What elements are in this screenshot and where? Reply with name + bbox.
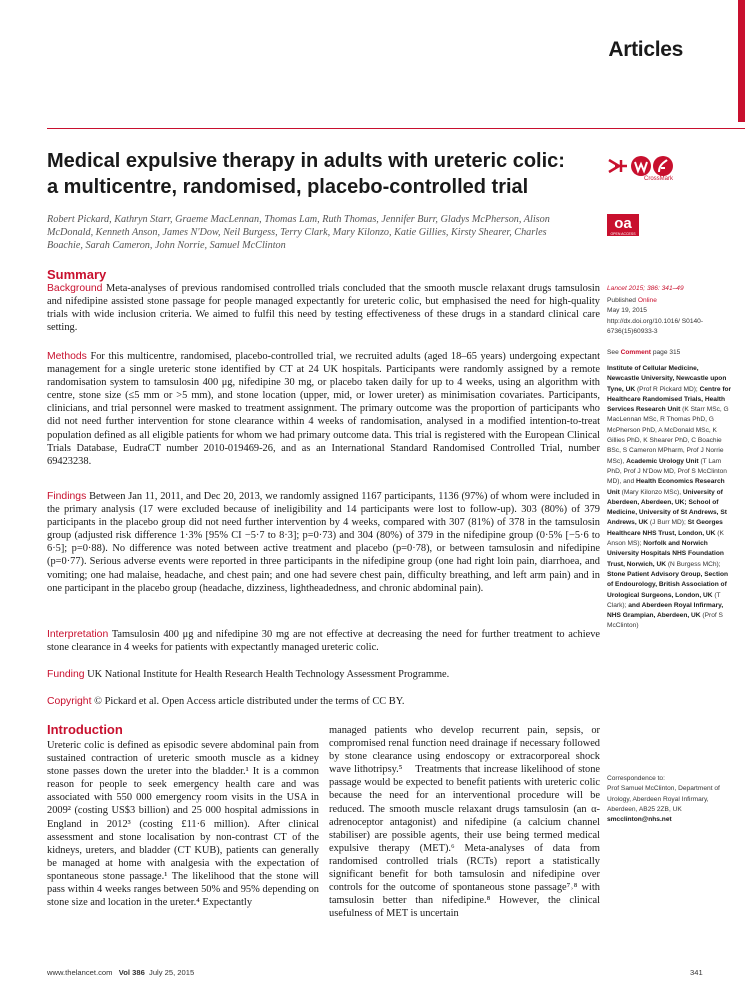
sidebar-correspondence [607,774,732,825]
abstract-background [47,282,600,334]
correspondence-email[interactable]: smcclinton@nhs.net [607,816,672,824]
affil-5-name: University of Aberdeen, Aberdeen, UK; School of Medicine, University of St Andrews, St Andrews, UK [607,488,727,527]
published-prefix: Published [607,297,636,304]
section-label: Articles [608,38,683,61]
affil-1-name: Institute of Cellular Medicine, Newcastle University, Newcastle upon Tyne, UK [607,365,727,393]
sidebar-affiliations [607,364,732,632]
affil-7-authors: (N Burgess MCh); [667,560,721,568]
introduction-heading: Introduction [47,722,123,737]
page-number: 341 [690,968,703,977]
affil-8-authors: (T Clark); [607,591,721,609]
oa-subtext: OPEN ACCESS [610,232,636,236]
affil-6-name: St Georges Healthcare NHS Trust, London, UK [607,519,723,537]
background-label: Background [47,283,103,294]
affil-3-authors: (T Lam PhD, Prof J N'Dow MD, Prof S McClinton MD), and [607,457,727,486]
intro-column-1: Ureteric colic is defined as episodic severe abdominal pain from sustained contraction of ureteric smooth muscle as a kidney stone passes down the ureter into the bladder.¹ It is a common reason for people to seek emergency health care and was associated with 550 000 emergency room visits in the USA in 2009² (costing US$3 billion) and 25 000 hospital admissions in England in 2012³ (costing £11·6 million). After clinical assessment and stone localisation by non-contrast CT of the kidneys, ureters, and bladder (CT KUB), patients can generally be managed at home with analgesia with the expectation of spontaneous stone passage.¹ The likelihood that the stone will pass within 4 weeks ranges between 50% and 95% depending on stone size and location in the ureter.⁴ Expectantly [47,740,319,909]
funding-text: UK National Institute for Health Research Health Technology Assessment Programme. [87,669,450,680]
methods-text: For this multicentre, randomised, placebo-controlled trial, we recruited adults (aged 18–65 years) undergoing expectant management for a single ureteric stone identified by CT at 24 UK hospitals. Participants were randomly assigned by a remote randomisation system to tamsulosin 400 μg, nifedipine 30 mg, or placebo taken daily for up to 4 weeks, using an algorithm with centre, stone size (≤5 mm or >5 mm), and stone location (upper, mid, or lower ureter) as minimisation covariates. Participants, clinicians, and trial personnel were masked to treatment assignment. The primary outcome was the proportion of participants who did not need further intervention for stone clearance within 4 weeks of randomisation, analysed in a modified intention-to-treat population defined as all eligible patients for whom we had primary outcome data. This trial is registered with the European Clinical Trials Database, EudraCT number 2010-019469-26, and as an International Standard Randomised Controlled Trial, number 69423238. [47,351,600,467]
published-date: May 19, 2015 [607,307,647,315]
affil-8-name: Stone Patient Advisory Group, Section of Endourology, British Association of Urological Surgeons, London, UK [607,570,729,599]
findings-text: Between Jan 11, 2011, and Dec 20, 2013, we randomly assigned 1167 participants, 1136 (97%) of whom were included in the primary analysis (17 were excluded because of ineligibility and 14 participants were lost to follow-up). 303 (80%) of 379 participants in the placebo group did not need further intervention by 4 weeks, compared with 307 (81%) of 378 in the tamsulosin group (adjusted risk difference 1·3% [95% CI −5·7 to 8·3]; p=0·73) and 304 (80%) of 379 in the nifedipine group (0·5% [−5·6 to 6·5]; p=0·88). No difference was noted between active treatment and placebo (p=0·78), or between tamsulosin and nifedipine (p=0·77). Serious adverse events were reported in three participants in the nifedipine group (one had right loin pain, diarrhoea, and vomiting; one had malaise, headache, and chest pain; and one had severe chest pain, difficulty breathing, and left arm pain) and in one participant in the placebo group (headache, dizziness, lightheadedness, and chronic abdominal pain). [47,491,600,594]
findings-label: Findings [47,491,87,502]
abstract-interpretation [47,628,600,654]
affil-9-authors: (Prof S McClinton) [607,612,723,630]
published-online-link[interactable]: Online [637,297,657,304]
interpretation-text: Tamsulosin 400 μg and nifedipine 30 mg are not effective at decreasing the need for further treatment to achieve stone clearance in 4 weeks for patients with expectantly managed ureteric colic. [47,629,601,654]
oa-text: oa [614,215,632,232]
see-prefix: See [607,349,619,356]
comment-page: page 315 [652,349,681,356]
copyright-text: © Pickard et al. Open Access article distributed under the terms of CC BY. [94,696,405,707]
methods-label: Methods [47,351,87,362]
top-rule [47,128,745,129]
correspondence-label: Correspondence to: [607,775,665,782]
citation-text: Lancet 2015; 386: 341–49 [607,285,684,292]
affil-7-name: Norfolk and Norwich University Hospitals NHS Foundation Trust, Norwich, UK [607,540,724,568]
affil-4-authors: (Mary Kilonzo MSc), [621,488,682,496]
footer-date: July 25, 2015 [149,968,195,977]
affil-9-name: and Aberdeen Royal Infirmary, NHS Grampian, Aberdeen, UK [607,601,724,620]
abstract-copyright [47,695,600,708]
affil-4-name: Health Economics Research Unit [607,478,725,496]
summary-heading: Summary [47,267,107,282]
affil-5-authors: (J Burr MD); [649,519,686,527]
crossmark-label: CrossMark [644,176,674,182]
title-line-1: Medical expulsive therapy in adults with ureteric colic: [47,150,565,172]
affil-6-authors: (K Anson MS); [607,529,724,548]
funding-label: Funding [47,669,85,680]
interpretation-label: Interpretation [47,629,109,640]
affil-2-name: Centre for Healthcare Randomised Trials, Health Services Research Unit [607,385,732,414]
correspondence-address: Prof Samuel McClinton, Department of Urology, Aberdeen Royal Infirmary, Aberdeen, AB25 2ZB, UK [607,785,720,813]
accent-bar [738,0,745,122]
footer-volume: Vol 386 [118,968,145,977]
footer-citation [47,968,194,977]
affil-2-authors: (K Starr MSc, G MacLennan MSc, R Thomas PhD, G McPherson PhD, A McDonald MSc, K Gillies PhD, K Shearer PhD, C Boachie BSc, S Cameron MPharm, Prof J Norrie MSc), [607,406,729,465]
footer-site[interactable]: www.thelancet.com [47,968,113,977]
intro-column-2: managed patients who develop recurrent pain, sepsis, or compromised renal function need drainage if necessary followed by stone clearance using endoscopy or extracorporeal shock wave lithotripsy.⁵ Treatments that increase likelihood of stone passage would be expected to benefit patients with ureteric colic because the need for an interventional procedure will be reduced. The smooth muscle relaxant drugs tamsulosin (an α-adrenoceptor antagonist) and nifedipine (a calcium channel stabiliser) are possible agents, their use being termed medical expulsive therapy (MET).⁶ Meta-analyses of data from randomised controlled trials (RCTs) report a statistically significant benefit for both tamsulosin and nifedipine over controls for the outcome of spontaneous stone passage⁷˒⁸ with tamsulosin better than nifedipine.⁸ However, the clinical usefulness of MET is uncertain [329,725,600,920]
abstract-funding [47,668,600,681]
affil-1-authors: (Prof R Pickard MD); [636,385,698,393]
sidebar-comment [607,348,732,358]
copyright-label: Copyright [47,696,92,707]
comment-link[interactable]: Comment [620,349,651,356]
abstract-findings [47,490,600,595]
abstract-methods [47,350,600,468]
sidebar-citation [607,284,732,294]
title-line-2: a multicentre, randomised, placebo-controlled trial [47,176,529,198]
article-title [47,148,567,200]
affil-3-name: Academic Urology Unit [626,457,699,465]
author-list: Robert Pickard, Kathryn Starr, Graeme MacLennan, Thomas Lam, Ruth Thomas, Jennifer Burr, Gladys McPherson, Alison McDonald, Kenneth Anson, James N'Dow, Neil Burgess, Terry Clark, Mary Kilonzo, Katie Gillies, Kirsty Shearer, Charles Boachie, Sarah Cameron, John Norrie, Samuel McClinton [47,214,550,251]
sidebar-published [607,296,732,337]
doi-link[interactable]: http://dx.doi.org/10.1016/ S0140-6736(15)60933-3 [607,317,704,335]
open-access-badge [607,214,639,236]
background-text: Meta-analyses of previous randomised controlled trials concluded that the smooth muscle relaxant drugs tamsulosin and nifedipine assisted stone passage for people managed expectantly for ureteric colic, but emphasised the need for high-quality trials with wide inclusion criteria. We aimed to fulfil this need by testing effectiveness of these drugs in a standard clinical care setting. [47,283,600,334]
